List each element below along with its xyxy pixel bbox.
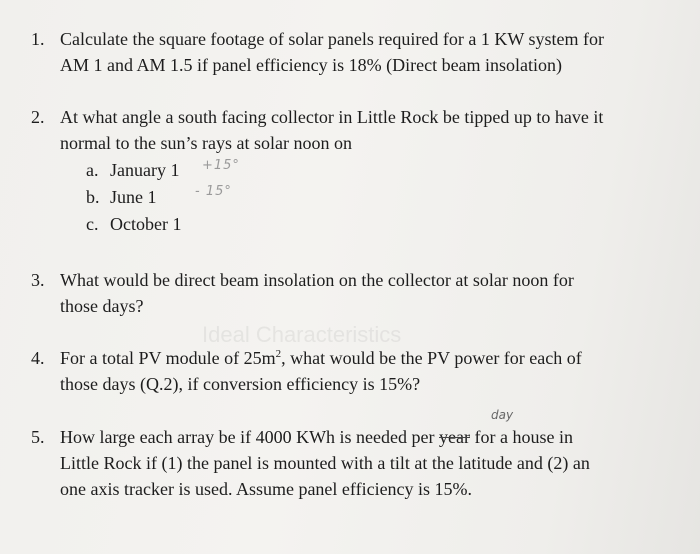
question-text-line — [60, 424, 573, 450]
handwritten-note: - 15° — [195, 184, 232, 199]
question-text: , what would be the PV power for each of — [281, 348, 582, 368]
question-number: 5. — [31, 427, 45, 447]
subitem-c — [86, 211, 181, 237]
question-text-line — [60, 345, 582, 371]
question-text-line: those days (Q.2), if conversion efficiency is 15%? — [60, 374, 421, 394]
question-text-line: What would be direct beam insolation on the collector at solar noon for — [60, 270, 574, 290]
question-text-line: those days? — [60, 296, 144, 316]
question-number: 3. — [31, 270, 45, 290]
question-text: for a house in — [474, 427, 573, 447]
question-text-line: normal to the sun’s rays at solar noon on — [60, 133, 352, 153]
question-number: 4. — [31, 348, 45, 368]
subitem-label: a. — [86, 160, 99, 180]
struck-word: year — [439, 427, 470, 447]
subitem-text: October 1 — [110, 214, 182, 234]
watermark: Ideal Characteristics — [202, 322, 402, 347]
subitem-label: b. — [86, 187, 100, 207]
question-text: For a total PV module of 25m — [60, 348, 276, 368]
question-text-line: Little Rock if (1) the panel is mounted with a tilt at the latitude and (2) an — [60, 453, 590, 473]
question-text: How large each array be if 4000 KWh is needed per — [60, 427, 435, 447]
question-number: 2. — [31, 107, 45, 127]
subitem-b — [86, 184, 157, 210]
question-text-line: Calculate the square footage of solar panels required for a 1 KW system for — [60, 29, 604, 49]
question-text-line: AM 1 and AM 1.5 if panel efficiency is 18% (Direct beam insolation) — [60, 55, 563, 75]
subitem-text: January 1 — [110, 160, 180, 180]
superscript: 2 — [275, 348, 282, 360]
question-text-line: one axis tracker is used. Assume panel efficiency is 15%. — [60, 479, 473, 499]
question-number: 1. — [31, 29, 45, 49]
subitem-label: c. — [86, 214, 99, 234]
handwritten-note: +15° — [202, 158, 240, 173]
handwritten-correction: day — [491, 408, 514, 422]
subitem-text: June 1 — [110, 187, 157, 207]
question-text-line: At what angle a south facing collector in Little Rock be tipped up to have it — [60, 107, 604, 127]
subitem-a — [86, 157, 179, 183]
